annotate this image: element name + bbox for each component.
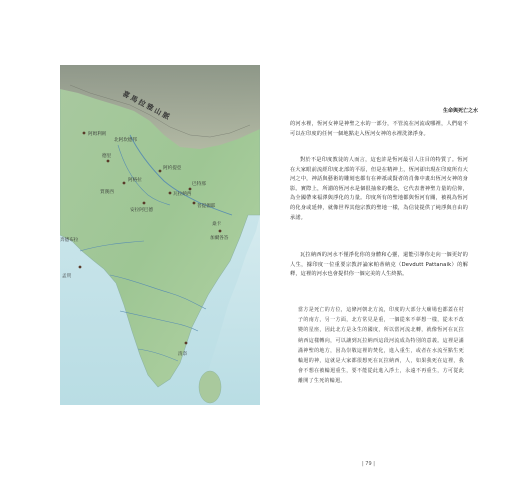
paragraph-3: 瓦拉納西的河水不僅淨化你的身體和心靈，還能引導你走向一個更好的人生，據印度一位重要宗教評論家帕蒂納克（Devdutt Pattanaik）的解釋，這裡的河水也會提供你一個完美的人生終點。 <box>290 252 468 278</box>
paragraph-1: 的河水裡，恆河女神是神聖之水的一部分，不管流在河流或哪裡，人們毫不可以在印度的任何一個地點走入恆河女神的水裡洗涤淨身。 <box>290 121 468 137</box>
label-varanasi: 瓦拉納西 <box>173 192 192 197</box>
right-page <box>266 65 478 467</box>
label-sanka: 桑卡 <box>212 222 222 227</box>
city-dot-chennai <box>185 342 188 345</box>
city-dot-delhi <box>107 160 110 163</box>
paragraph-2: 對於不是印度教徒的人而言，這也許是恆河最引人注目的特質了。恆河在大家眼前流經印度北部的平原，但是在精神上，恆河卻出現在印度所有大河之中，神話與藝術的雕刻也都有在神祇或賢者的肖像中畫出恆河女神的身影。實際上，所謂的恆河水是個很抽象的概念，它代表著神聖力量的信仰，為全國帶來福澤與淨化的力量。印度所有的聖地都與恆河有關，被視為恆河的化身或延伸，就像世界其他宗教的聖地一樣，為信徒提供了純淨與自由的承諾。 <box>290 157 468 221</box>
running-header: 生命與死亡之水 <box>442 108 478 114</box>
label-uttarakhand: 北阿坎德邦 <box>114 138 137 143</box>
label-allahabad: 安拉阿巴德 <box>130 208 153 213</box>
city-dot-varanasi <box>169 192 172 195</box>
city-dot-amritsar <box>83 132 86 135</box>
block-quote: 當方是死亡的方位，這條河朝北方流，印度的大部分大廟場也都蓋在村子的南方，另一方面，北方常見是重，一個從來不夢想一樣，從未不改變的星座，因此北方是永生的國度，所以當河流北轉，就像恆河在瓦拉納西這樣轉向，可以讓到瓦拉納西這段河流成為特別的意義。這裡是滿滿神聖的地方，因為崇敬這裡的焚化，進入重生，或者在水流至點生死輪迴的神，這就是大家都很想死在瓦拉納西，人，如果我死在這裡，我會不想在被輪迴重生，要不能從此進入淨土，永遠不再重生，方可從此離開了生死的輪迴。 <box>298 307 464 385</box>
label-patna: 巴特那 <box>192 182 206 187</box>
city-dot-kolkata <box>219 230 222 233</box>
city-dot-allahabad <box>143 202 146 205</box>
city-dot-ayodhya <box>159 170 162 173</box>
label-ayodhya: 阿約提亞 <box>163 166 182 171</box>
label-delhi: 德里 <box>102 154 112 159</box>
label-himalaya: 喜馬拉雅山脈 <box>121 89 173 123</box>
city-dot-mumbai <box>79 266 82 269</box>
label-chennai: 清奈 <box>178 352 188 357</box>
label-amritsar: 阿姆利則 <box>88 132 107 137</box>
sri-lanka <box>199 371 221 403</box>
page-number: | 79 | <box>362 461 375 467</box>
label-agra: 阿格拉 <box>128 178 142 183</box>
city-dot-agra <box>123 182 126 185</box>
label-kolkata: 加爾各答 <box>210 236 229 241</box>
label-bodhgaya: 菩提伽耶 <box>197 204 216 209</box>
city-dot-patna <box>189 188 192 191</box>
city-dot-bodhgaya <box>193 202 196 205</box>
map-of-india <box>60 65 260 405</box>
label-pandharpur: 奔德布拉 <box>60 238 79 243</box>
label-jhansi: 賈漢西 <box>100 190 114 195</box>
map-svg <box>60 65 260 405</box>
label-mumbai: 孟買 <box>62 274 72 279</box>
